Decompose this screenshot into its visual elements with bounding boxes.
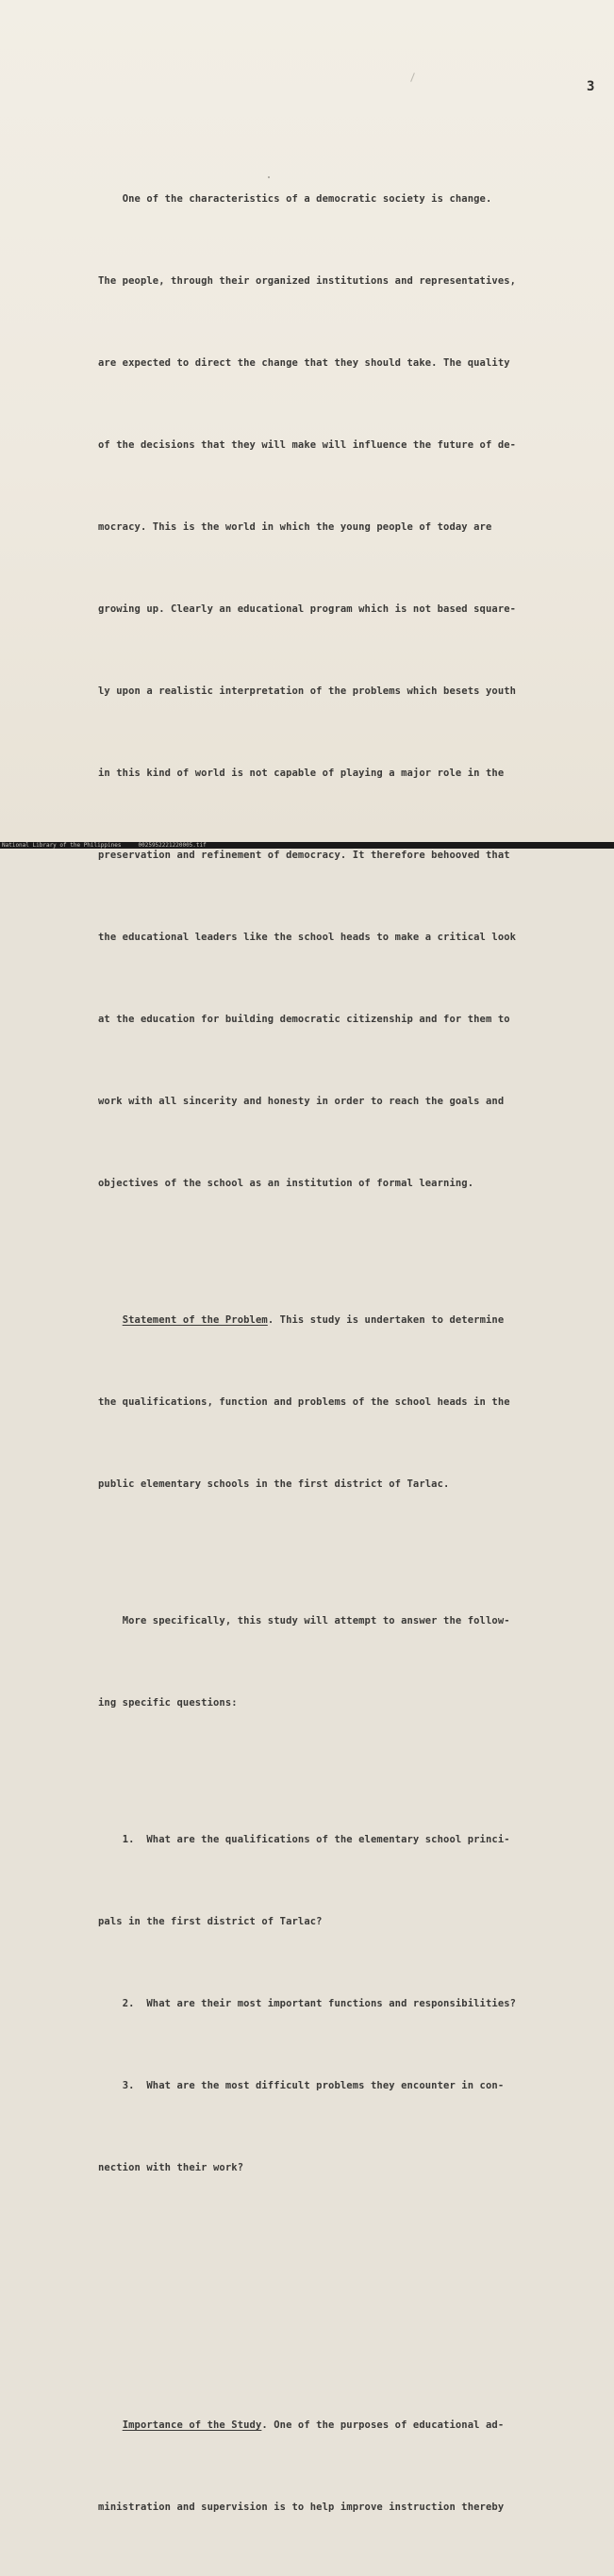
scan-mark bbox=[410, 73, 415, 82]
spacer bbox=[98, 2291, 570, 2303]
paragraph-line: of the decisions that they will make will influence the future of de- bbox=[98, 439, 517, 451]
paragraph-line: ly upon a realistic interpretation of the problems which besets youth bbox=[98, 685, 517, 697]
statement-line: public elementary schools in the first district of Tarlac. bbox=[98, 1478, 450, 1490]
question-line: pals in the first district of Tarlac? bbox=[98, 1916, 323, 1927]
importance-heading: Importance of the Study bbox=[122, 2419, 262, 2431]
paragraph-line: preservation and refinement of democracy. It therefore behooved that bbox=[98, 850, 510, 861]
paragraph-line: ing specific questions: bbox=[98, 1697, 238, 1709]
paragraph-line: work with all sincerity and honesty in order to reach the goals and bbox=[98, 1096, 505, 1107]
paragraph-line: in this kind of world is not capable of playing a major role in the bbox=[98, 768, 505, 779]
paragraph-line: More specifically, this study will attempt to answer the follow- bbox=[122, 1615, 510, 1627]
paragraph-line: at the education for building democratic citizenship and for them to bbox=[98, 1014, 510, 1025]
paragraph-line: are expected to direct the change that they should take. The quality bbox=[98, 357, 510, 369]
body-text bbox=[98, 104, 570, 2576]
paragraph-line: the educational leaders like the school heads to make a critical look bbox=[98, 932, 517, 943]
paragraph-line: One of the characteristics of a democratic society is change. bbox=[122, 193, 492, 205]
paragraph-line: mocracy. This is the world in which the young people of today are bbox=[98, 521, 492, 533]
statement-line: Statement of the Problem. This study is undertaken to determine bbox=[122, 1314, 505, 1326]
statement-heading: Statement of the Problem bbox=[122, 1314, 268, 1326]
question-line: nection with their work? bbox=[98, 2162, 244, 2173]
paragraph-line: The people, through their organized institutions and representatives, bbox=[98, 275, 517, 287]
footer-text: National Library of the Philippines 0025952221220005.tif bbox=[2, 842, 207, 849]
statement-line: the qualifications, function and problems of the school heads in the bbox=[98, 1396, 510, 1408]
question-line: 1. What are the qualifications of the elementary school princi- bbox=[122, 1834, 510, 1845]
question-line: 2. What are their most important functions and responsibilities? bbox=[122, 1998, 517, 2009]
paragraph-line: growing up. Clearly an educational program which is not based square- bbox=[98, 603, 517, 615]
importance-line: ministration and supervision is to help improve instruction thereby bbox=[98, 2502, 505, 2513]
question-line: 3. What are the most difficult problems they encounter in con- bbox=[122, 2080, 505, 2091]
page-number: 3 bbox=[587, 79, 595, 94]
paragraph-line: objectives of the school as an institution of formal learning. bbox=[98, 1178, 474, 1189]
importance-line: Importance of the Study. One of the purposes of educational ad- bbox=[122, 2419, 505, 2431]
